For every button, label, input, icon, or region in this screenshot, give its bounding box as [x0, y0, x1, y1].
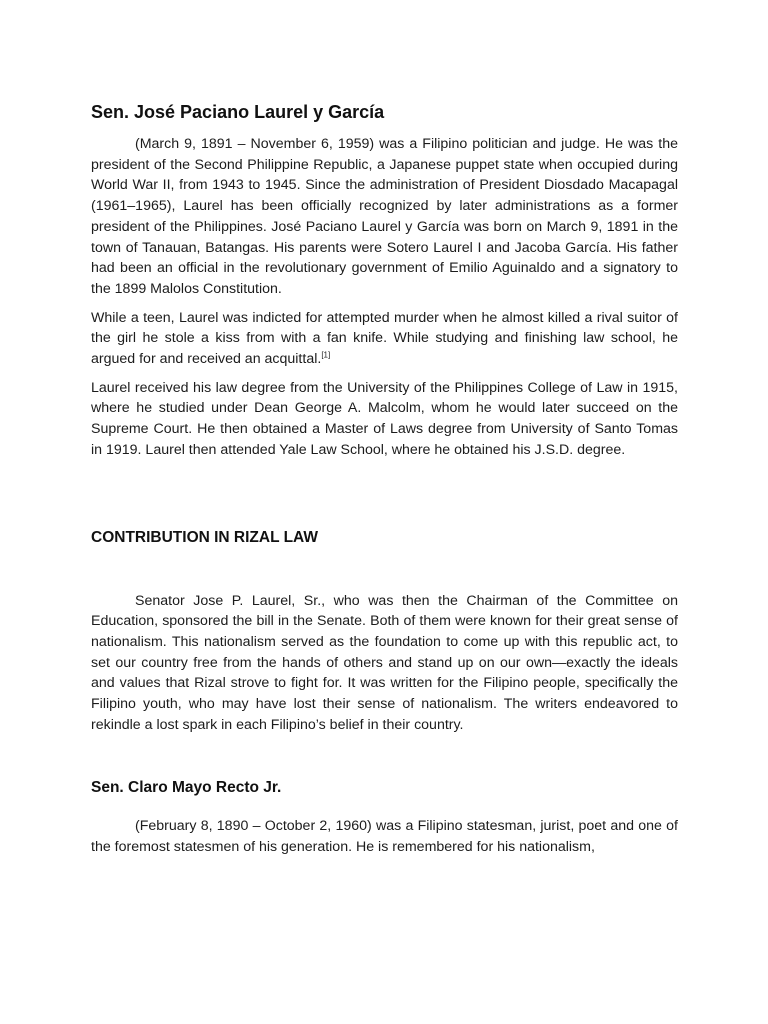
contribution-heading: CONTRIBUTION IN RIZAL LAW	[91, 528, 319, 546]
laurel-paragraph-2-text: While a teen, Laurel was indicted for attempted murder when he almost killed a rival suitor of the girl he stole a kiss from with a fan knife. While studying and finishing law school, he argued for and received an acquittal.	[91, 309, 678, 368]
laurel-paragraph-2	[91, 308, 678, 370]
contribution-paragraph-1: Senator Jose P. Laurel, Sr., who was then the Chairman of the Committee on Education, sponsored the bill in the Senate. Both of them were known for their great sense of nationalism. This nationalism served as the foundation to come up with this republic act, to set our country free from the hands of others and stand up on our own—exactly the ideals and values that Rizal strove to fight for. It was written for the Filipino people, specifically the Filipino youth, who may have lost their sense of nationalism. The writers endeavored to rekindle a lost spark in each Filipino’s belief in their country.	[91, 592, 678, 733]
recto-paragraph-1: (February 8, 1890 – October 2, 1960) was a Filipino statesman, jurist, poet and one of the foremost statesmen of his generation. He is remembered for his nationalism,	[91, 818, 678, 856]
laurel-heading: Sen. José Paciano Laurel y García	[91, 102, 385, 122]
laurel-paragraph-3: Laurel received his law degree from the University of the Philippines College of Law in 1915, where he studied under Dean George A. Malcolm, whom he would later succeed on the Supreme Court. He then obtained a Master of Laws degree from University of Santo Tomas in 1919. Laurel then attended Yale Law School, where he obtained his J.S.D. degree.	[91, 379, 678, 458]
document-body	[91, 100, 678, 858]
recto-heading: Sen. Claro Mayo Recto Jr.	[91, 779, 282, 797]
laurel-paragraph-1: (March 9, 1891 – November 6, 1959) was a Filipino politician and judge. He was the president of the Second Philippine Republic, a Japanese puppet state when occupied during World War II, from 1943 to 1945. Since the administration of President Diosdado Macapagal (1961–1965), Laurel has been officially recognized by later administrations as a former president of the Philippines. José Paciano Laurel y García was born on March 9, 1891 in the town of Tanauan, Batangas. His parents were Sotero Laurel I and Jacoba García. His father had been an official in the revolutionary government of Emilio Aguinaldo and a signatory to the 1899 Malolos Constitution.	[91, 136, 678, 297]
footnote-ref[interactable]: [1]	[321, 350, 331, 360]
